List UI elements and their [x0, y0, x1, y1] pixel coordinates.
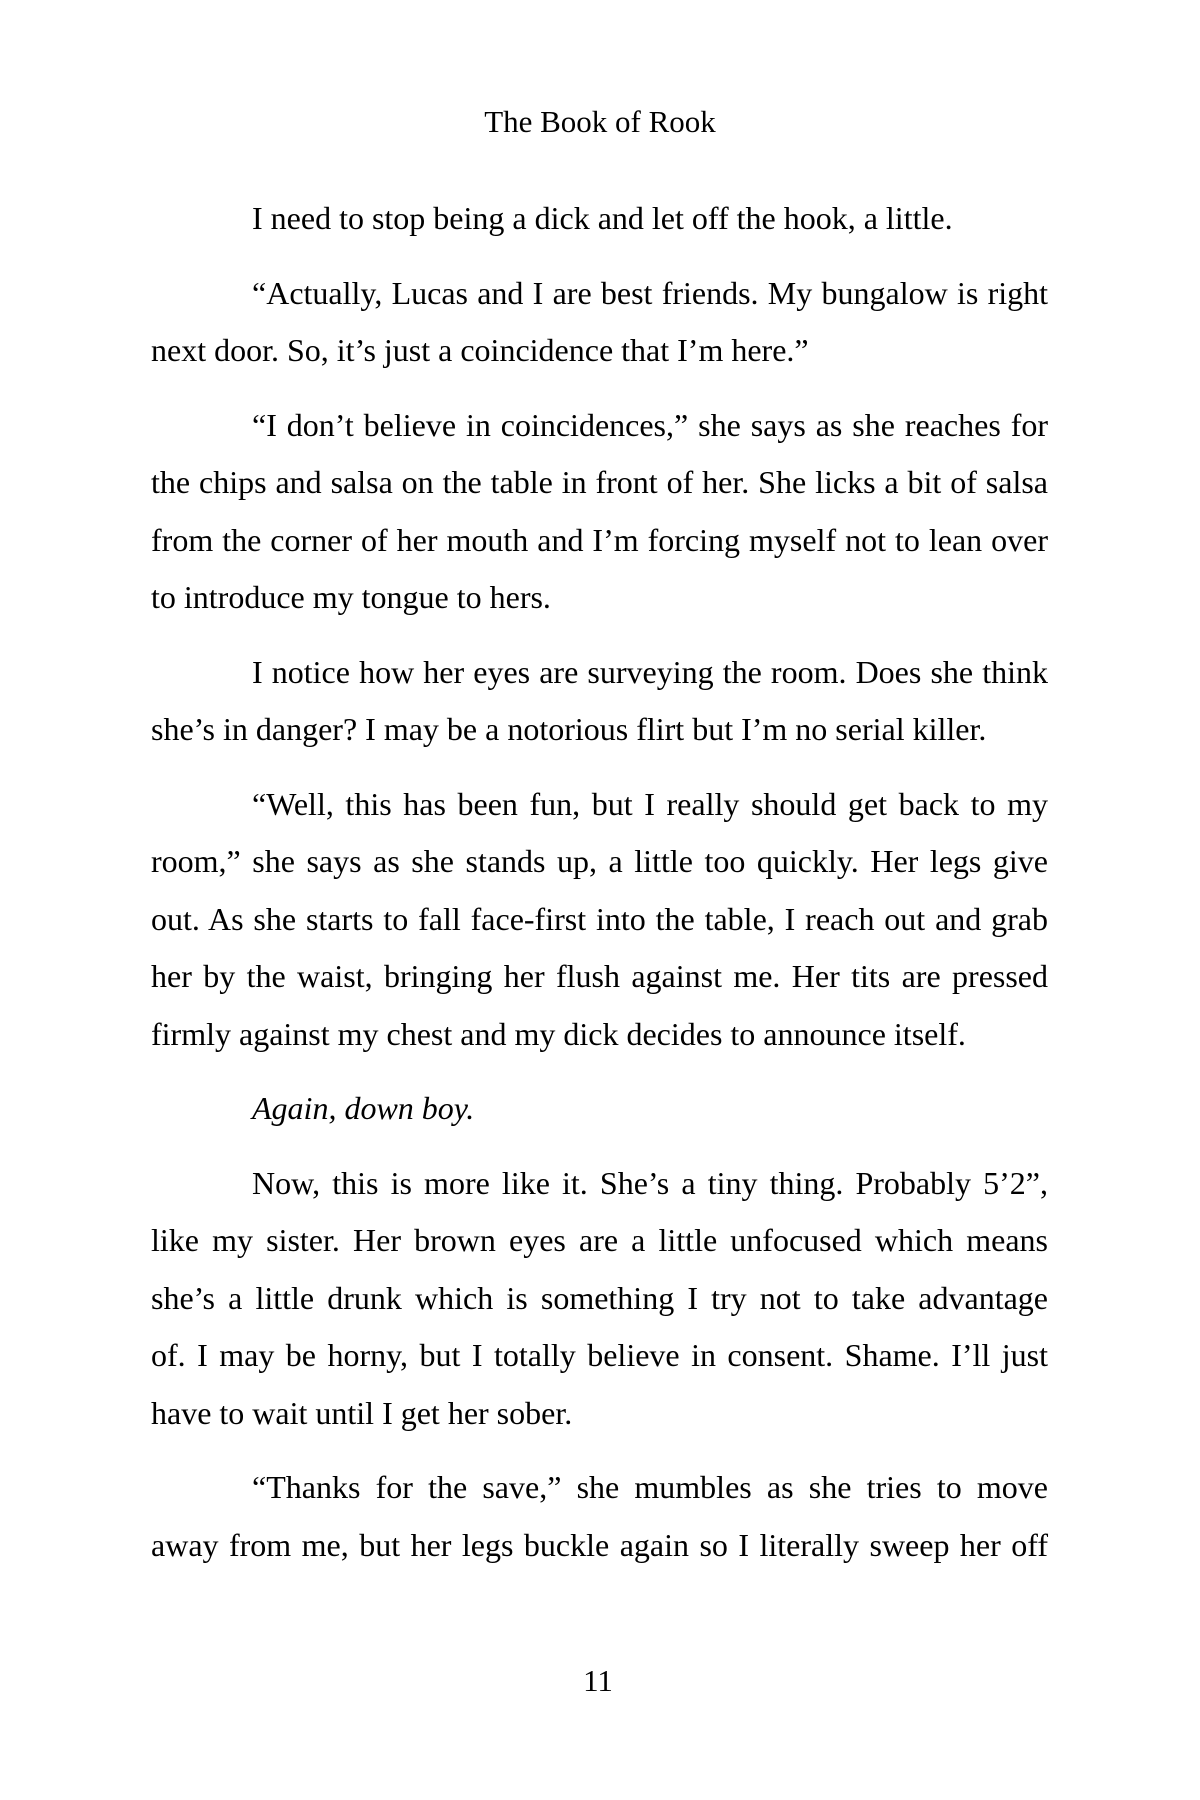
text-line: she’s a little drunk which is something I try not to take advantage: [151, 1279, 1048, 1316]
paragraph: [151, 397, 1048, 627]
text-line: she’s in danger? I may be a notorious flirt but I’m no serial killer.: [151, 711, 987, 747]
text-line: have to wait until I get her sober.: [151, 1394, 573, 1431]
text-line: next door. So, it’s just a coincidence that I’m here.”: [151, 332, 809, 368]
running-head-title: The Book of Rook: [484, 104, 716, 139]
text-line: “Well, this has been fun, but I really should get back to my: [252, 785, 1048, 822]
text-line: I notice how her eyes are surveying the room. Does she think: [252, 653, 1048, 690]
text-line: Again, down boy.: [252, 1090, 475, 1126]
paragraph: [151, 1459, 1048, 1574]
text-line: I need to stop being a dick and let off the hook, a little.: [252, 200, 953, 236]
paragraph: [151, 644, 1048, 759]
text-line: away from me, but her legs buckle again so I literally sweep her off: [151, 1526, 1048, 1563]
text-line: room,” she says as she stands up, a little too quickly. Her legs give: [151, 843, 1048, 879]
page-number: 11: [583, 1663, 613, 1698]
paragraph: [151, 1155, 1048, 1443]
text-line: to introduce my tongue to hers.: [151, 579, 551, 615]
text-line: Now, this is more like it. She’s a tiny thing. Probably 5’2”,: [252, 1164, 1048, 1201]
text-line: of. I may be horny, but I totally believe in consent. Shame. I’ll just: [151, 1337, 1048, 1373]
text-line: “Actually, Lucas and I are best friends. My bungalow is right: [252, 274, 1048, 311]
paragraph: [151, 265, 1048, 380]
paragraph: [151, 190, 1048, 248]
text-line: out. As she starts to fall face-first into the table, I reach out and grab: [151, 900, 1048, 937]
text-line: “Thanks for the save,” she mumbles as she tries to move: [252, 1469, 1048, 1505]
text-line: firmly against my chest and my dick decides to announce itself.: [151, 1015, 966, 1052]
body-text: [151, 190, 1048, 1574]
text-line: her by the waist, bringing her flush against me. Her tits are pressed: [151, 958, 1048, 994]
paragraph: [151, 776, 1048, 1064]
text-line: like my sister. Her brown eyes are a little unfocused which means: [151, 1222, 1048, 1258]
italic-thought-paragraph: [151, 1080, 1048, 1138]
text-line: the chips and salsa on the table in front of her. She licks a bit of salsa: [151, 464, 1048, 500]
text-line: “I don’t believe in coincidences,” she says as she reaches for: [252, 406, 1048, 443]
text-line: from the corner of her mouth and I’m forcing myself not to lean over: [151, 521, 1048, 558]
